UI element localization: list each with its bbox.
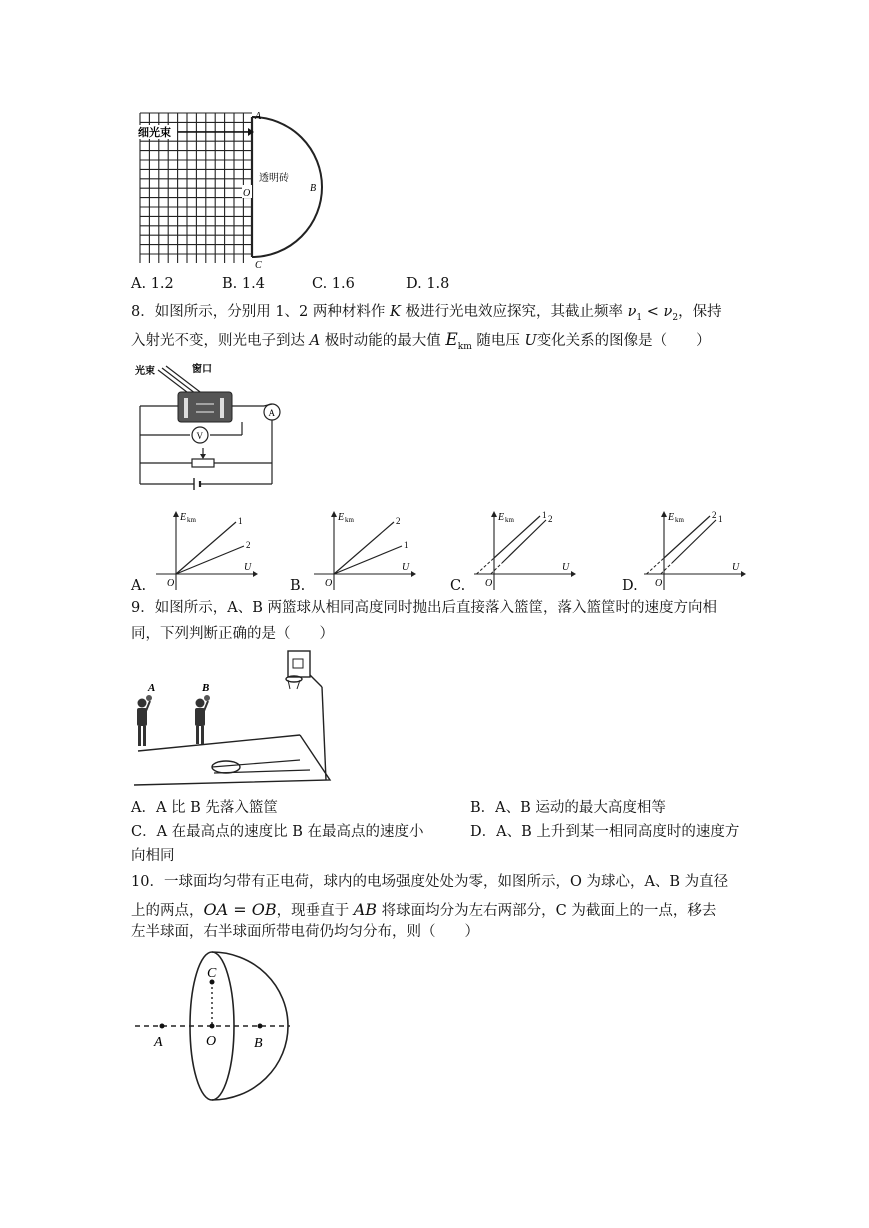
graph-line-label-1: 1	[238, 516, 243, 526]
q9-stem-line2: 同，下列判断正确的是（ ）	[131, 626, 334, 642]
q10-hemisphere-outline	[212, 952, 288, 1100]
q7-label-c: C	[255, 260, 262, 271]
q8-label-window: 窗口	[192, 364, 212, 375]
graph-axis-e-sub: km	[675, 516, 684, 524]
q8-ammeter-label: A	[268, 408, 275, 418]
graph-origin-label: O	[485, 578, 493, 589]
q8-option-a-label: A.	[131, 578, 147, 594]
q9-player-a-label: A	[148, 682, 156, 694]
q8-option-c-label: C.	[450, 578, 466, 594]
q7-option-d: D. 1.8	[406, 276, 450, 292]
q10-label-b: B	[254, 1036, 263, 1051]
q9-option-b: B．A、B 运动的最大高度相等	[470, 800, 666, 816]
graph-axis-u-label: U	[244, 562, 252, 573]
q10-stem-line1: 10．一球面均匀带有正电荷，球内的电场强度处处为零，如图所示，O 为球心，A、B 为直径	[131, 874, 729, 890]
q7-option-b: B. 1.4	[222, 276, 265, 292]
graph-line-label-2: 2	[246, 540, 251, 550]
q10-label-c: C	[207, 966, 217, 981]
graph-line-2	[176, 546, 244, 574]
q7-label-o: O	[243, 188, 251, 199]
graph-line-label-1: 1	[404, 540, 409, 550]
q9-option-d-cont: 向相同	[131, 848, 175, 864]
q7-label-glass: 透明砖	[259, 173, 289, 184]
q7-figure	[130, 105, 330, 275]
q8-circuit-figure	[130, 360, 300, 500]
graph-line-label-2: 2	[712, 510, 717, 520]
graph-line-2	[502, 520, 546, 563]
graph-axis-e-sub: km	[505, 516, 514, 524]
graph-line-label-1: 1	[718, 514, 723, 524]
graph-line-label-1: 1	[542, 510, 547, 520]
graph-axis-e-label: E	[338, 512, 345, 523]
graph-axis-e-label: E	[180, 512, 187, 523]
graph-line-1	[334, 546, 402, 574]
q7-label-b: B	[310, 183, 317, 194]
q8-stem-line1: 8．如图所示，分别用 1、2 两种材料作 K 极进行光电效应探究，其截止频率 $\nu_1 < \nu_2$，保持	[131, 304, 722, 323]
graph-axis-u-label: U	[732, 562, 740, 573]
q7-option-c: C. 1.6	[312, 276, 355, 292]
q8-graph-d	[636, 508, 756, 594]
graph-axis-u-label: U	[562, 562, 570, 573]
q8-voltmeter-label: V	[196, 431, 203, 441]
court-lines	[134, 735, 330, 785]
player-a-icon	[137, 695, 152, 746]
q10-label-a: A	[154, 1035, 163, 1050]
graph-line-1	[672, 520, 716, 563]
q7-option-a: A. 1.2	[131, 276, 174, 292]
q10-label-o: O	[206, 1034, 217, 1049]
q8-graph-c	[466, 508, 586, 594]
graph-axis-e-label: E	[668, 512, 675, 523]
q9-option-c: C．A 在最高点的速度比 B 在最高点的速度小	[131, 824, 424, 840]
q7-label-light: 细光束	[138, 127, 171, 139]
q9-stem-line1: 9．如图所示，A、B 两篮球从相同高度同时抛出后直接落入篮筐，落入篮筐时的速度方向相	[131, 600, 717, 616]
graph-axis-e-sub: km	[187, 516, 196, 524]
q8-option-b-label: B.	[290, 578, 306, 594]
graph-axis-u-label: U	[402, 562, 410, 573]
player-b-icon	[195, 695, 210, 744]
q8-label-light: 光束	[135, 366, 155, 377]
q9-basketball-figure	[130, 645, 350, 795]
q8-option-d-label: D.	[622, 578, 638, 594]
q7-label-a: A	[255, 111, 262, 122]
q8-graph-a	[148, 508, 258, 594]
graph-line-2	[334, 522, 394, 574]
q9-player-b-label: B	[202, 682, 210, 694]
graph-origin-label: O	[325, 578, 333, 589]
graph-axis-e-label: E	[498, 512, 505, 523]
q10-stem-line3: 左半球面，右半球面所带电荷仍均匀分布，则（ ）	[131, 924, 479, 940]
graph-line-label-2: 2	[548, 514, 553, 524]
q8-graph-b	[306, 508, 416, 594]
q9-option-a: A．A 比 B 先落入篮筐	[131, 800, 278, 816]
q8-stem-line2: 入射光不变，则光电子到达 A 极时动能的最大值 $E_{km}$ 随电压 U变化关系的图像是（ ）	[131, 330, 711, 352]
q10-hemisphere-figure	[130, 948, 300, 1108]
backboard-icon	[288, 651, 310, 677]
q9-option-d: D．A、B 上升到某一相同高度时的速度方	[470, 824, 740, 840]
graph-line-1	[176, 522, 236, 574]
rheostat-icon	[192, 459, 214, 467]
q10-stem-line2: 上的两点，OA = OB，现垂直于 AB 将球面均分为左右两部分，C 为截面上的一点，移去	[131, 900, 717, 919]
graph-line-label-2: 2	[396, 516, 401, 526]
graph-origin-label: O	[655, 578, 663, 589]
graph-axis-e-sub: km	[345, 516, 354, 524]
graph-origin-label: O	[167, 578, 175, 589]
